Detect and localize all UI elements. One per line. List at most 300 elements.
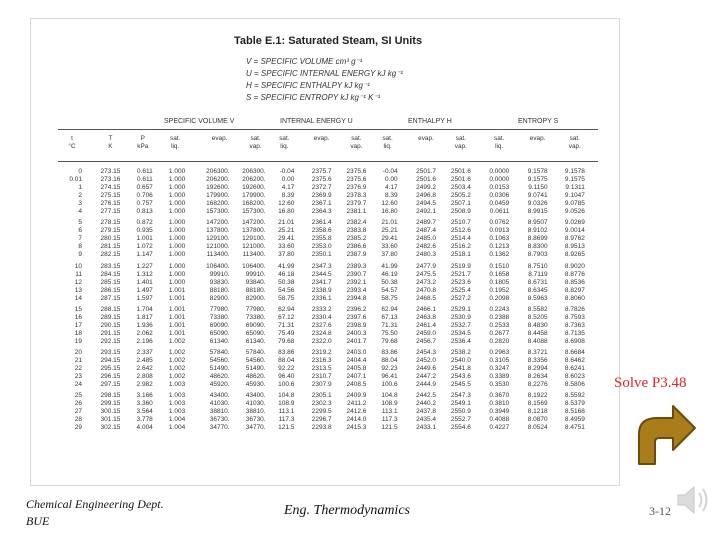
table-cell: 0.00	[281, 176, 295, 184]
table-cell: 9.1150	[528, 184, 548, 192]
table-cell: 206300.	[242, 168, 266, 175]
table-cell: 2523.6	[450, 278, 471, 286]
table-cell: 18	[74, 329, 82, 337]
table-cell: 0.2820	[489, 337, 510, 345]
table-cell: 2382.4	[346, 219, 367, 227]
table-cell: 2.337	[136, 348, 153, 356]
table-cell: 8.6345	[527, 286, 548, 294]
table-row	[58, 200, 598, 208]
table-cell: 41030.	[245, 400, 266, 408]
table-cell: 2397.6	[346, 313, 367, 321]
table-cell: 2381.1	[346, 208, 367, 216]
table-cell: 2543.6	[450, 373, 471, 381]
table-cell: 43400.	[245, 392, 266, 400]
table-cell: 295.15	[100, 365, 121, 373]
column-header	[487, 135, 511, 151]
table-row	[58, 408, 598, 416]
table-cell: 38810.	[209, 408, 230, 416]
table-cell: 8.5592	[564, 392, 585, 400]
table-cell: 1.001	[168, 286, 186, 294]
table-cell: 61340.	[209, 337, 230, 345]
legend-volume: V = SPECIFIC VOLUME cm³ g⁻¹	[246, 57, 363, 66]
table-cell: 71.31	[278, 321, 295, 329]
table-cell: 19	[74, 337, 82, 345]
column-header-line1: sat.	[170, 135, 181, 142]
table-cell: 21.01	[278, 219, 295, 227]
table-cell: 8.7510	[527, 262, 548, 270]
table-cell: 8.8776	[564, 270, 585, 278]
table-cell: 8.5205	[527, 313, 548, 321]
table-cell: 13	[74, 286, 82, 294]
table-cell: 9.0741	[527, 192, 548, 200]
table-cell: 275.15	[100, 192, 121, 200]
group-enthalpy: ENTHALPY H	[408, 118, 452, 125]
table-cell: 296.15	[100, 373, 121, 381]
footer-department	[26, 496, 164, 530]
table-cell: 168200.	[206, 200, 230, 208]
table-cell: 2480.3	[416, 251, 436, 259]
table-cell: 113400.	[206, 251, 230, 259]
table-cell: 2470.8	[416, 286, 436, 294]
table-cell: 8.39	[384, 192, 398, 200]
table-cell: 8.5963	[527, 294, 548, 302]
table-cell: 9.0785	[564, 200, 585, 208]
table-cell: 54.56	[278, 286, 295, 294]
table-cell: 2.982	[136, 381, 153, 389]
legend-energy: U = SPECIFIC INTERNAL ENERGY kJ kg⁻¹	[246, 69, 404, 78]
table-cell: 2512.6	[450, 227, 471, 235]
table-row	[58, 349, 598, 357]
table-cell: 2521.7	[450, 270, 471, 278]
table-cell: 137800.	[242, 227, 266, 235]
table-cell: 192600.	[206, 184, 230, 192]
table-cell: 299.15	[100, 400, 121, 408]
table-cell: 8.8699	[527, 235, 548, 243]
table-cell: 92.22	[278, 365, 295, 373]
table-cell: 15	[74, 305, 82, 313]
table-cell: 1.817	[136, 313, 153, 321]
table-cell: 2492.1	[416, 208, 436, 216]
table-cell: 8.4830	[527, 321, 548, 329]
table-cell: 179900.	[206, 192, 230, 200]
table-cell: 2390.7	[346, 270, 367, 278]
table-cell: 2361.4	[311, 219, 332, 227]
table-cell: 9.0014	[564, 227, 585, 235]
table-cell: 276.15	[100, 200, 121, 208]
table-cell: 82900.	[245, 294, 266, 302]
table-row	[58, 357, 598, 365]
table-cell: 1.003	[168, 408, 186, 416]
table-cell: 2341.7	[311, 278, 332, 286]
table-cell: 179900.	[242, 192, 266, 200]
table-cell: 1.147	[136, 251, 153, 259]
table-cell: 8.7826	[564, 305, 585, 313]
table-cell: 8.8300	[527, 243, 548, 251]
table-row	[58, 338, 598, 346]
table-cell: 8.6731	[527, 278, 548, 286]
group-entropy: ENTROPY S	[518, 118, 559, 125]
table-cell: 2510.7	[450, 219, 471, 227]
table-cell: 2310.7	[311, 373, 332, 381]
table-cell: 1.001	[136, 235, 153, 243]
table-cell: 67.13	[381, 313, 398, 321]
table-row	[58, 208, 598, 216]
table-cell: 8.6241	[564, 365, 585, 373]
table-cell: 273.16	[100, 176, 121, 184]
table-cell: 3	[78, 200, 82, 208]
table-row	[58, 424, 598, 432]
column-header-line1: sat.	[279, 135, 290, 142]
table-cell: 5	[78, 219, 82, 227]
table-cell: 2350.1	[311, 251, 332, 259]
u-turn-arrow-icon[interactable]	[611, 398, 709, 470]
table-cell: 293.15	[100, 348, 121, 356]
table-cell: 8.2994	[527, 365, 548, 373]
table-cell: 277.15	[100, 208, 121, 216]
table-cell: 113.1	[381, 408, 398, 416]
table-cell: 0.706	[136, 192, 153, 200]
table-cell: 75.50	[381, 329, 398, 337]
table-cell: 9.1578	[527, 168, 548, 175]
table-cell: 29.41	[381, 235, 398, 243]
table-cell: 0.3530	[489, 381, 510, 389]
table-cell: 2338.9	[311, 286, 332, 294]
table-cell: 8.4959	[564, 416, 585, 424]
table-cell: 2518.1	[450, 251, 471, 259]
table-cell: 2364.3	[311, 208, 332, 216]
table-cell: 2527.2	[450, 294, 471, 302]
table-cell: 0.657	[136, 184, 153, 192]
table-cell: 108.9	[278, 400, 295, 408]
legend-entropy: S = SPECIFIC ENTROPY kJ kg⁻¹ K⁻¹	[246, 93, 381, 102]
table-cell: 51490.	[245, 365, 266, 373]
column-header-line1: sat.	[569, 135, 580, 142]
table-cell: 106400.	[242, 262, 266, 270]
table-cell: 2333.2	[311, 305, 332, 313]
column-header	[131, 135, 155, 151]
table-cell: 1.002	[168, 357, 186, 365]
table-cell: 2468.5	[416, 294, 436, 302]
table-cell: 2505.2	[450, 192, 471, 200]
table-cell: 2386.6	[346, 243, 367, 251]
table-cell: 8.1569	[527, 400, 548, 408]
table-cell: 1.000	[168, 200, 186, 208]
table-row	[58, 373, 598, 381]
table-cell: 292.15	[100, 337, 121, 345]
table-cell: 2461.4	[416, 321, 436, 329]
table-cell: 9.1575	[564, 176, 585, 184]
table-cell: 2477.9	[416, 262, 436, 270]
column-header	[60, 135, 84, 151]
table-cell: 0.935	[136, 227, 153, 235]
table-cell: 0.0459	[489, 200, 510, 208]
table-cell: 206200.	[242, 176, 266, 184]
table-cell: 82900.	[209, 294, 230, 302]
table-cell: 0.0306	[489, 192, 510, 200]
table-cell: 1.227	[136, 262, 153, 270]
table-row	[58, 279, 598, 287]
table-cell: 0.0762	[489, 219, 510, 227]
table-cell: 8.2276	[527, 381, 548, 389]
table-cell: 279.15	[100, 227, 121, 235]
table-cell: 8.7135	[564, 329, 585, 337]
table-cell: 57840.	[209, 348, 230, 356]
table-cell: 2394.8	[346, 294, 367, 302]
table-cell: 93830.	[209, 278, 230, 286]
table-cell: 48620.	[209, 373, 230, 381]
table-cell: 43400.	[209, 392, 230, 400]
table-cell: -0.04	[382, 168, 398, 175]
table-cell: 2398.9	[346, 321, 367, 329]
table-cell: 2449.6	[416, 365, 436, 373]
table-cell: 1.000	[168, 227, 186, 235]
table-cell: 8.3356	[527, 357, 548, 365]
table-row	[58, 235, 598, 243]
table-cell: 2313.5	[311, 365, 332, 373]
table-cell: 0.1213	[489, 243, 510, 251]
table-cell: 0.01	[69, 176, 82, 184]
table-cell: 192600.	[242, 184, 266, 192]
table-cell: 62.94	[278, 305, 295, 313]
table-cell: 2444.9	[416, 381, 436, 389]
table-cell: 0.4088	[489, 416, 510, 424]
table-cell: 51490.	[209, 365, 230, 373]
table-cell: 2501.7	[416, 168, 436, 175]
table-cell: 0.3389	[489, 373, 510, 381]
table-cell: 16	[74, 313, 82, 321]
table-cell: 2296.7	[311, 416, 332, 424]
table-cell: 121.5	[278, 424, 295, 432]
table-cell: 297.15	[100, 381, 121, 389]
table-row	[58, 400, 598, 408]
table-cell: 2437.8	[416, 408, 436, 416]
table-cell: 0	[78, 168, 82, 175]
table-cell: 8.9507	[527, 219, 548, 227]
column-header	[376, 135, 400, 151]
table-cell: 9.1047	[564, 192, 585, 200]
table-cell: 12	[74, 278, 82, 286]
table-cell: 2501.6	[450, 168, 471, 175]
table-cell: 273.15	[100, 168, 121, 175]
table-cell: 117.3	[381, 416, 398, 424]
table-cell: 1.001	[168, 313, 186, 321]
column-header-line2: kPa	[137, 143, 149, 150]
table-cell: 278.15	[100, 219, 121, 227]
table-cell: 9.0526	[564, 208, 585, 216]
table-cell: 8.6684	[564, 348, 585, 356]
table-cell: 2387.9	[346, 251, 367, 259]
table-cell: 129100.	[242, 235, 266, 243]
table-cell: 2375.6	[346, 176, 367, 184]
table-cell: 2541.8	[450, 365, 471, 373]
table-cell: 2408.5	[346, 381, 367, 389]
table-cell: 0.1952	[489, 286, 510, 294]
table-cell: 45930.	[245, 381, 266, 389]
table-row	[58, 365, 598, 373]
table-cell: 0.3949	[489, 408, 510, 416]
table-cell: 2534.5	[450, 329, 471, 337]
table-cell: 34770.	[209, 424, 230, 432]
table-cell: 206300.	[206, 168, 230, 175]
table-cell: 2353.0	[311, 243, 332, 251]
table-cell: 113400.	[242, 251, 266, 259]
table-cell: 2400.3	[346, 329, 367, 337]
table-cell: 1.401	[136, 278, 153, 286]
table-cell: 2489.7	[416, 219, 436, 227]
table-cell: 2.196	[136, 337, 153, 345]
table-cell: 0.3670	[489, 392, 510, 400]
table-cell: 1.002	[168, 348, 186, 356]
table-cell: 2499.2	[416, 184, 436, 192]
table-cell: 62.94	[381, 305, 398, 313]
table-cell: 6	[78, 227, 82, 235]
table-cell: 4.17	[281, 184, 295, 192]
table-cell: 1.497	[136, 286, 153, 294]
table-cell: 1.003	[168, 392, 186, 400]
table-cell: 302.15	[100, 424, 121, 432]
footer-course: Eng. Thermodynamics	[284, 503, 410, 518]
table-cell: 1.002	[168, 365, 186, 373]
table-cell: 36730.	[245, 416, 266, 424]
table-cell: 2316.3	[311, 357, 332, 365]
table-cell: 1.000	[168, 176, 186, 184]
table-cell: 2389.3	[346, 262, 367, 270]
table-cell: 108.9	[381, 400, 398, 408]
table-cell: 9.0269	[564, 219, 585, 227]
table-cell: 147200.	[206, 219, 230, 227]
table-cell: 57840.	[245, 348, 266, 356]
table-cell: 0.2388	[489, 313, 510, 321]
table-cell: 54560.	[245, 357, 266, 365]
table-cell: 2375.7	[311, 168, 332, 175]
table-cell: 12.60	[278, 200, 295, 208]
table-cell: 2347.3	[311, 262, 332, 270]
table-cell: 4.004	[136, 424, 153, 432]
table-cell: 1.597	[136, 294, 153, 302]
table-cell: 2409.9	[346, 392, 367, 400]
table-cell: 1	[78, 184, 82, 192]
table-cell: 10	[74, 262, 82, 270]
table-row	[58, 381, 598, 389]
column-header-line2: liq.	[383, 143, 392, 150]
table-cell: 8	[78, 243, 82, 251]
table-cell: 2.062	[136, 329, 153, 337]
table-cell: 280.15	[100, 235, 121, 243]
table-cell: 29.41	[278, 235, 295, 243]
table-cell: 69090.	[245, 321, 266, 329]
table-cell: 2475.5	[416, 270, 436, 278]
table-cell: 1.001	[168, 329, 186, 337]
table-cell: 2404.4	[346, 357, 367, 365]
table-cell: 1.000	[168, 243, 186, 251]
table-row	[58, 243, 598, 251]
table-cell: 2407.1	[346, 373, 367, 381]
column-header	[414, 135, 438, 143]
table-cell: 287.15	[100, 294, 121, 302]
table-cell: 4.17	[384, 184, 398, 192]
table-cell: 1.004	[168, 416, 186, 424]
table-cell: 16.80	[278, 208, 295, 216]
table-cell: 129100.	[206, 235, 230, 243]
table-cell: 2372.7	[311, 184, 332, 192]
table-cell: 2532.7	[450, 321, 471, 329]
table-row	[58, 287, 598, 295]
table-cell: 157300.	[242, 208, 266, 216]
table-cell: 104.8	[278, 392, 295, 400]
table-cell: 283.15	[100, 262, 121, 270]
table-cell: 1.000	[168, 184, 186, 192]
table-cell: 1.072	[136, 243, 153, 251]
table-cell: 157300.	[206, 208, 230, 216]
column-header-line1: evap.	[529, 135, 546, 142]
footer-dept-line2: BUE	[26, 514, 50, 528]
table-cell: 8.4458	[527, 329, 548, 337]
table-cell: 0.2533	[489, 321, 510, 329]
table-cell: 0.3105	[489, 357, 510, 365]
table-row	[58, 306, 598, 314]
table-cell: 37.80	[278, 251, 295, 259]
table-cell: 8.6023	[564, 373, 585, 381]
table-cell: 8.4088	[527, 337, 548, 345]
table-cell: 2519.9	[450, 262, 471, 270]
table-cell: 2433.1	[416, 424, 436, 432]
table-cell: 0.1658	[489, 270, 510, 278]
table-cell: 8.5582	[527, 305, 548, 313]
table-cell: 1.000	[168, 270, 186, 278]
table-row	[58, 168, 598, 176]
table-cell: 2459.0	[416, 329, 436, 337]
table-cell: 1.000	[168, 219, 186, 227]
table-cell: 2336.1	[311, 294, 332, 302]
column-header-line2: °C	[68, 143, 76, 150]
table-cell: 1.001	[168, 321, 186, 329]
table-cell: 1.000	[168, 192, 186, 200]
column-header-line2: liq.	[495, 143, 504, 150]
table-cell: 1.000	[168, 251, 186, 259]
table-cell: 58.75	[381, 294, 398, 302]
table-cell: 8.1218	[527, 408, 548, 416]
table-cell: 2319.2	[311, 348, 332, 356]
table-cell: 8.7119	[528, 270, 548, 278]
table-cell: 2415.3	[346, 424, 367, 432]
table-cell: 29	[74, 424, 82, 432]
table-cell: -0.04	[279, 168, 295, 175]
table-cell: 290.15	[100, 321, 121, 329]
column-header	[208, 135, 232, 143]
table-cell: 0.1510	[489, 262, 510, 270]
table-cell: 79.68	[381, 337, 398, 345]
table-cell: 75.49	[278, 329, 295, 337]
table-cell: 0.2243	[489, 305, 510, 313]
table-cell: 2322.0	[311, 337, 332, 345]
table-cell: 96.40	[278, 373, 295, 381]
table-cell: 2454.3	[416, 348, 436, 356]
column-headers	[58, 135, 598, 157]
column-header	[310, 135, 334, 143]
table-cell: 8.5379	[564, 400, 585, 408]
speaker-icon[interactable]	[672, 480, 712, 520]
table-cell: 121000.	[206, 243, 230, 251]
table-cell: 2552.7	[450, 416, 471, 424]
table-cell: 77980.	[209, 305, 230, 313]
table-cell: 1.704	[136, 305, 153, 313]
table-cell: 12.60	[381, 200, 398, 208]
table-cell: 0.3247	[489, 365, 510, 373]
table-cell: 2485.0	[416, 235, 436, 243]
column-header	[563, 135, 587, 151]
table-cell: 0.611	[137, 168, 153, 175]
table-cell: 8.6462	[564, 357, 585, 365]
